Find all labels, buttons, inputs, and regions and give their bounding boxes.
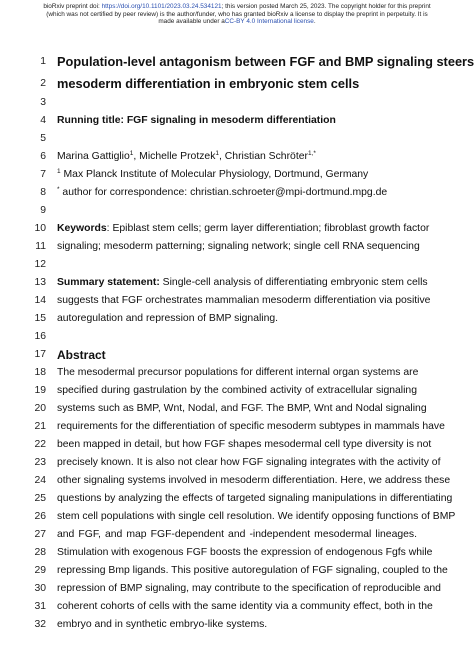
- abstract-line: Stimulation with exogenous FGF boosts the expression of endogenous Fgfs while: [57, 547, 433, 558]
- line-31: [0, 598, 474, 616]
- license-link[interactable]: CC-BY 4.0 International license: [224, 18, 314, 26]
- line-26: [0, 508, 474, 526]
- author-name: , Michelle Protzek: [133, 151, 216, 162]
- line-number: 20: [34, 403, 46, 414]
- line-number: 26: [34, 511, 46, 522]
- line-number: 25: [34, 493, 46, 504]
- summary-line-1: [57, 274, 428, 292]
- abstract-line: and FGF, and map FGF-dependent and -independent mesodermal lineages.: [57, 529, 417, 540]
- line-1: [0, 53, 474, 71]
- keywords-line-2: signaling; mesoderm patterning; signaling network; single cell RNA sequencing: [57, 241, 420, 252]
- line-29: [0, 562, 474, 580]
- line-number: 13: [34, 277, 46, 288]
- line-23: [0, 454, 474, 472]
- line-number: 6: [40, 151, 46, 162]
- abstract-line: requirements for the differentiation of specific mesoderm subtypes in mammals have: [57, 421, 445, 432]
- line-number: 15: [34, 313, 46, 324]
- author-name: Marina Gattiglio: [57, 151, 130, 162]
- abstract-line: other signaling systems involved in mesoderm differentiation. Here, we address these: [57, 475, 451, 486]
- line-19: [0, 382, 474, 400]
- header-text: .: [313, 18, 316, 26]
- line-number: 3: [40, 97, 46, 108]
- line-9: [0, 202, 474, 220]
- correspondence-text: author for correspondence: christian.schroeter@mpi-dortmund.mpg.de: [59, 187, 388, 198]
- line-number: 8: [40, 187, 46, 198]
- line-18: [0, 364, 474, 382]
- line-number: 12: [34, 259, 46, 270]
- summary-label: Summary statement:: [57, 277, 160, 288]
- keywords-line-1: [57, 220, 430, 238]
- line-number: 21: [34, 421, 46, 432]
- line-11: [0, 238, 474, 256]
- abstract-line: systems such as BMP, Wnt, Nodal, and FGF. The BMP, Wnt and Nodal signaling: [57, 403, 427, 414]
- line-number: 2: [40, 78, 46, 89]
- line-21: [0, 418, 474, 436]
- line-number: 7: [40, 169, 46, 180]
- line-number: 27: [34, 529, 46, 540]
- line-number: 24: [34, 475, 46, 486]
- line-15: [0, 310, 474, 328]
- line-4: [0, 112, 474, 130]
- keywords-text: : Epiblast stem cells; germ layer differentiation; fibroblast growth factor: [106, 223, 430, 234]
- line-number: 28: [34, 547, 46, 558]
- line-number: 14: [34, 295, 46, 306]
- line-6: [0, 148, 474, 166]
- line-number: 10: [34, 223, 46, 234]
- line-16: [0, 328, 474, 346]
- line-12: [0, 256, 474, 274]
- keywords-label: Keywords: [57, 223, 107, 234]
- line-24: [0, 472, 474, 490]
- abstract-line: repression of BMP signaling, may contribute to the specification of reproducible and: [57, 583, 441, 594]
- line-22: [0, 436, 474, 454]
- line-25: [0, 490, 474, 508]
- abstract-line: coherent cohorts of cells with the same identity via a community effect, both in the: [57, 601, 433, 612]
- line-28: [0, 544, 474, 562]
- line-number: 5: [40, 133, 46, 144]
- line-number: 23: [34, 457, 46, 468]
- summary-line-2: suggests that FGF orchestrates mammalian mesoderm differentiation via positive: [57, 295, 431, 306]
- paper-title-line-1: Population-level antagonism between FGF and BMP signaling steers: [57, 54, 474, 69]
- abstract-line: repressing Bmp ligands. This positive autoregulation of FGF signaling, coupled to the: [57, 565, 448, 576]
- line-number: 31: [34, 601, 46, 612]
- abstract-line: precisely known. It is also not clear how FGF signaling integrates with the activity of: [57, 457, 441, 468]
- abstract-line: stem cell populations with single cell resolution. We identify opposing functions of BMP: [57, 511, 456, 522]
- affiliation-marker: 1: [129, 150, 134, 157]
- paper-title-line-2: mesoderm differentiation in embryonic stem cells: [57, 76, 360, 91]
- line-27: [0, 526, 474, 544]
- line-number: 4: [40, 115, 46, 126]
- line-13: [0, 274, 474, 292]
- abstract-heading: Abstract: [57, 348, 106, 362]
- correspondence: [57, 184, 417, 202]
- header-text: ; this version posted March 25, 2023. The copyright holder for this preprint: [221, 3, 431, 10]
- line-number: 32: [34, 619, 46, 630]
- affiliation: [57, 166, 417, 184]
- line-number: 29: [34, 565, 46, 576]
- abstract-line: specified during gastrulation by the combined activity of extracellular signaling: [57, 385, 417, 396]
- preprint-header: [0, 3, 474, 26]
- affiliation-text: Max Planck Institute of Molecular Physiology, Dortmund, Germany: [60, 169, 369, 180]
- line-14: [0, 292, 474, 310]
- abstract-line: embryo and in synthetic embryo-like systems.: [57, 619, 268, 630]
- abstract-line: been mapped in detail, but how FGF shapes mesodermal cell type diversity is not: [57, 439, 432, 450]
- author-name: , Christian Schröter: [219, 151, 308, 162]
- abstract-line: questions by analyzing the effects of targeted signaling manipulations in differentiating: [57, 493, 453, 504]
- doi-link[interactable]: https://doi.org/10.1101/2023.03.24.534121: [101, 3, 222, 10]
- author-list: [57, 148, 417, 166]
- line-number: 22: [34, 439, 46, 450]
- line-number: 16: [34, 331, 46, 342]
- line-8: [0, 184, 474, 202]
- abstract-line: The mesodermal precursor populations for different internal organ systems are: [57, 367, 419, 378]
- correspondence-marker: *: [57, 186, 60, 193]
- affiliation-marker: 1: [215, 150, 220, 157]
- line-5: [0, 130, 474, 148]
- line-number: 17: [34, 349, 46, 360]
- header-text: bioRxiv preprint doi:: [43, 3, 102, 10]
- line-32: [0, 616, 474, 634]
- line-number: 19: [34, 385, 46, 396]
- line-7: [0, 166, 474, 184]
- line-17: [0, 346, 474, 364]
- running-title: Running title: FGF signaling in mesoderm differentiation: [57, 115, 336, 126]
- header-text: made available under a: [158, 18, 225, 26]
- line-2: [0, 75, 474, 93]
- summary-text: Single-cell analysis of differentiating embryonic stem cells: [159, 277, 428, 288]
- affiliation-marker: 1: [57, 168, 61, 175]
- line-10: [0, 220, 474, 238]
- line-number: 1: [40, 56, 46, 67]
- affiliation-marker: 1,*: [307, 150, 316, 157]
- line-number: 9: [40, 205, 46, 216]
- line-number: 11: [35, 241, 46, 252]
- header-text: (which was not certified by peer review) is the author/funder, who has granted bioRxiv a license to display the preprint in perpetuity. It is: [46, 10, 428, 18]
- line-number: 30: [34, 583, 46, 594]
- line-20: [0, 400, 474, 418]
- line-number: 18: [34, 367, 46, 378]
- line-3: [0, 94, 474, 112]
- summary-line-3: autoregulation and repression of BMP signaling.: [57, 313, 279, 324]
- line-30: [0, 580, 474, 598]
